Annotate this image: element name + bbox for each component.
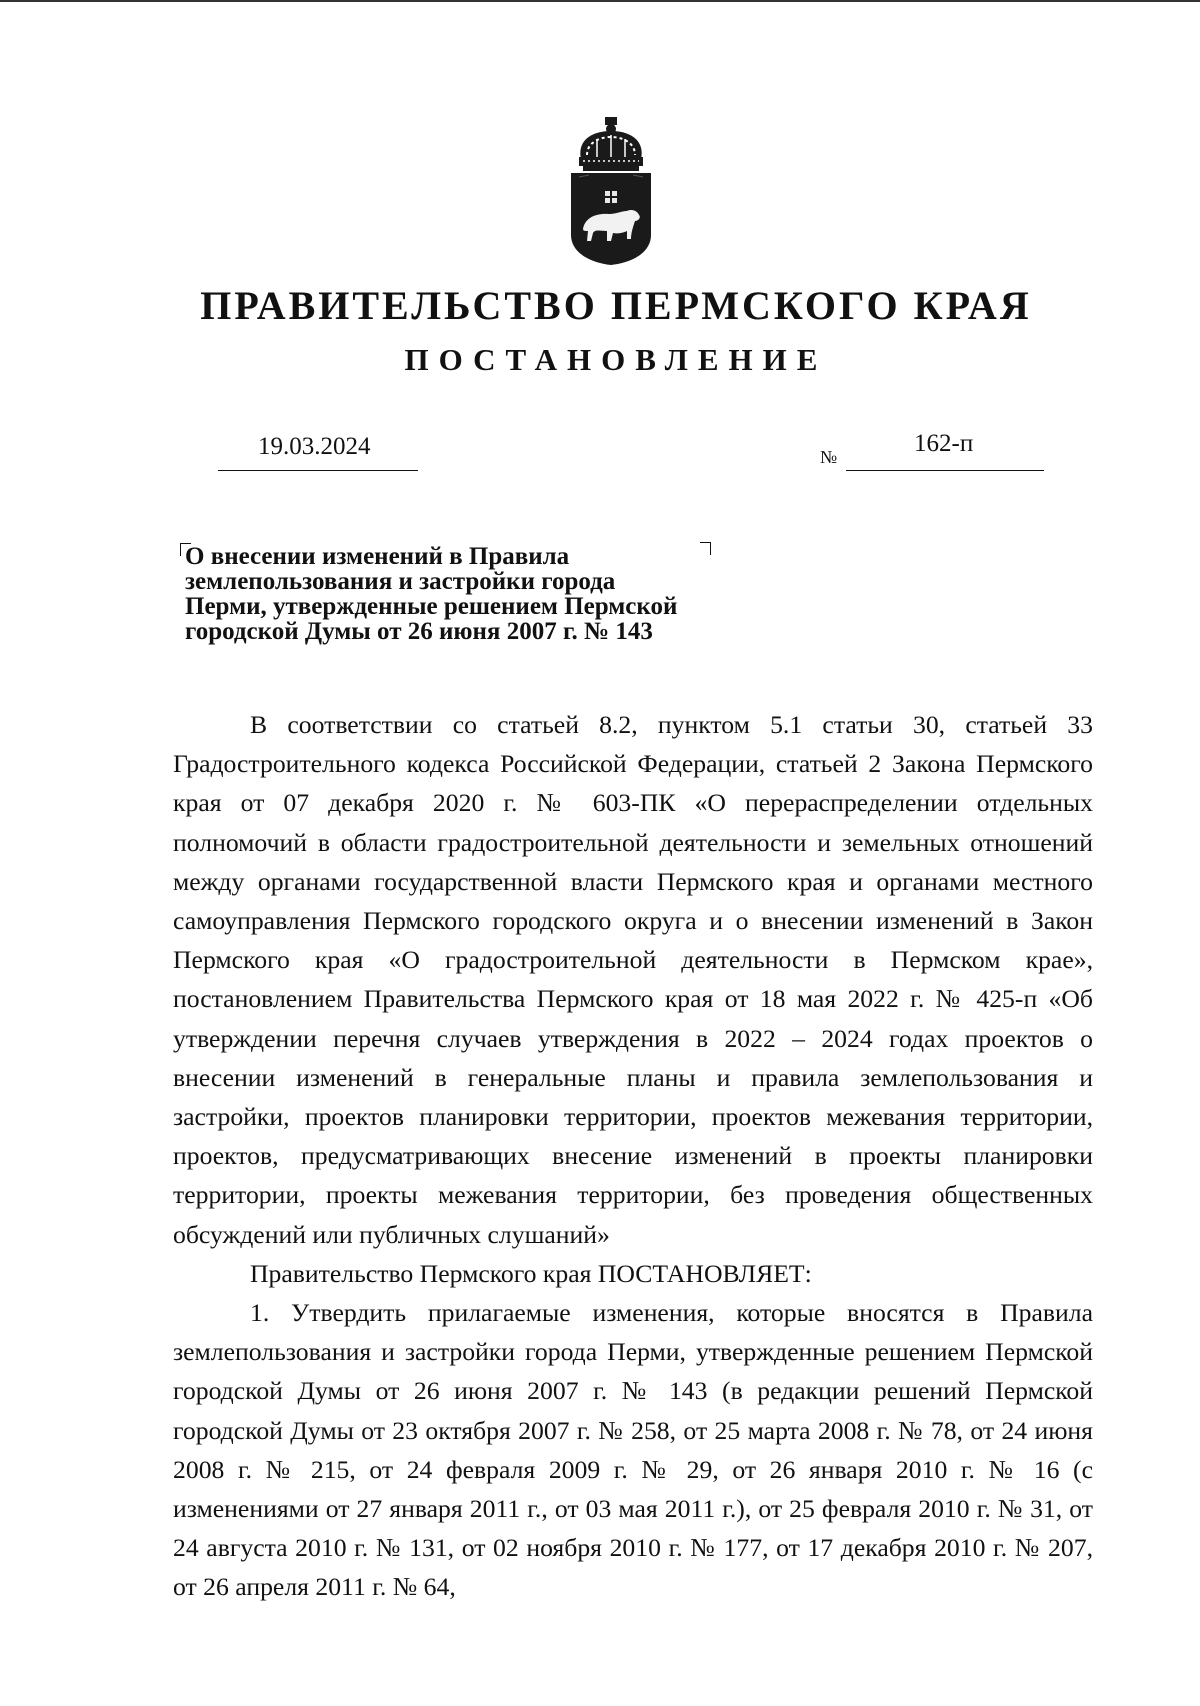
perm-krai-coat-of-arms-icon [567, 117, 655, 265]
subject-line: землепользования и застройки города [185, 568, 616, 595]
subject-line: городской Думы от 26 июня 2007 г. № 143 [185, 618, 653, 645]
body-paragraph-item-1: 1. Утвердить прилагаемые изменения, которые вносятся в Правила землепользования и застройки города Перми, утвержденные решением Пермской городской Думы от 26 июня 2007 г. № 143 (в редакции решений Пермской городской Думы от 23 октября 2007 г. № 258, от 25 марта 2008 г. № 78, от 24 июня 2008 г. № 215, от 24 февраля 2009 г. № 29, от 26 января 2010 г. № 16 (с изменениями от 27 января 2011 г., от 03 мая 2011 г.), от 25 февраля 2010 г. № 31, от 24 августа 2010 г. № 131, от 02 ноября 2010 г. № 177, от 17 декабря 2010 г. № 207, от 26 апреля 2011 г. № 64, [173, 1298, 1093, 1602]
body-paragraph-resolution: Правительство Пермского края ПОСТАНОВЛЯЕТ: [250, 1258, 812, 1288]
organization-title: ПРАВИТЕЛЬСТВО ПЕРМСКОГО КРАЯ [200, 283, 1032, 328]
subject-line: Перми, утвержденные решением Пермской [185, 593, 678, 620]
crown-icon [579, 117, 643, 171]
document-body [173, 705, 1093, 1607]
document-type: ПОСТАНОВЛЕНИЕ [404, 342, 828, 377]
number-field [846, 428, 1044, 471]
body-paragraph-preamble: В соответствии со статьей 8.2, пунктом 5.1 статьи 30, статьей 33 Градостроительного кодекса Российской Федерации, статьей 2 Закона Пермского края от 07 декабря 2020 г. № 603-ПК «О перераспределении отдельных полномочий в области градостроительной деятельности и земельных отношений между органами государственной власти Пермского края и органами местного самоуправления Пермского городского округа и о внесении изменений в Закон Пермского края «О градостроительной деятельности в Пермском крае», постановлением Правительства Пермского края от 18 мая 2022 г. № 425-п «Об утверждении перечня случаев утверждения в 2022 – 2024 годах проектов о внесении изменений в генеральные планы и правила землепользования и застройки, проектов планировки территории, проектов межевания территории, проектов, предусматривающих внесение изменений в проекты планировки территории, проекты межевания территории, без проведения общественных обсуждений или публичных слушаний» [173, 710, 1093, 1249]
date-field [218, 428, 418, 471]
shield-icon [571, 173, 651, 265]
number-sign: № [820, 447, 838, 467]
page-top-edge [0, 0, 1200, 2]
document-number: 162-п [914, 430, 974, 457]
document-subject [185, 544, 775, 644]
document-date: 19.03.2024 [258, 433, 371, 460]
subject-line: О внесении изменений в Правила [185, 543, 570, 570]
